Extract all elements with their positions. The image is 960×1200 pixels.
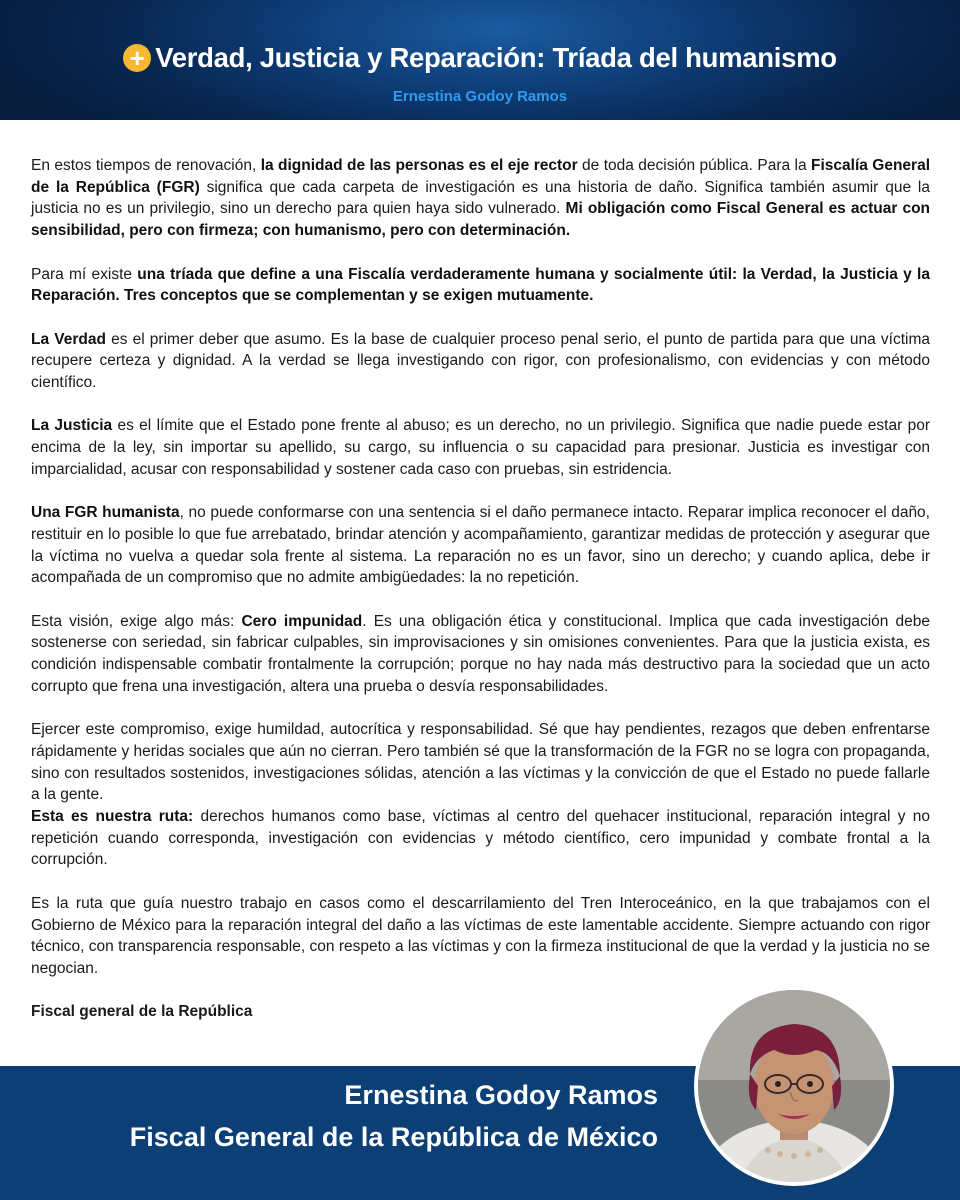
paragraph-verdad: La Verdad es el primer deber que asumo. Es la base de cualquier proceso penal serio, el punto de partida para que una víctima recupere certeza y dignidad. A la verdad se llega investigando con rigor, con profesionalismo, con evidencias y con método científico.: [31, 330, 931, 391]
paragraph-triad: Para mí existe una tríada que define a una Fiscalía verdaderamente humana y socialmente útil: la Verdad, la Justicia y la Reparación. Tres conceptos que se complementan y se exigen mutuamente.: [31, 265, 930, 305]
page-title: Verdad, Justicia y Reparación: Tríada del humanismo: [155, 42, 837, 73]
paragraph-tren: Es la ruta que guía nuestro trabajo en casos como el descarrilamiento del Tren Interoceánico, en la que trabajamos con el Gobierno de México para la reparación integral del daño a las víctimas de este lamentable accidente. Siempre actuando con rigor técnico, con transparencia responsable, con respeto a las víctimas y con la firmeza institucional de que la verdad y la justicia no se negocian.: [31, 894, 930, 977]
author-subtitle: Ernestina Godoy Ramos: [392, 88, 568, 105]
title-row: [0, 36, 960, 80]
article-body: [31, 155, 930, 1045]
paragraph-cero-impunidad: Esta visión, exige algo más: Cero impunidad. Es una obligación ética y constitucional. Implica que cada investigación debe sostenerse con seriedad, sin fabricar culpables, sin improvisaciones y sin omisiones convenientes. Para que la justicia exista, es condición indispensable combatir frontalmente la corrupción; porque no hay nada más destructivo para la sociedad que un acto corrupto que frena una investigación, altera una prueba o desvía responsabilidades.: [31, 612, 930, 695]
plus-circle-icon: +: [123, 44, 151, 72]
paragraph-intro: En estos tiempos de renovación, la dignidad de las personas es el eje rector de toda decisión pública. Para la Fiscalía General de la República (FGR) significa que cada carpeta de investigación es una historia de daño. Significa también asumir que la justicia no es un privilegio, sino un derecho para quien haya sido vulnerado. Mi obligación como Fiscal General es actuar con sensibilidad, pero con firmeza; con humanismo, pero con determinación.: [31, 157, 931, 240]
paragraph-reparacion: Una FGR humanista, no puede conformarse con una sentencia si el daño permanece intacto. Reparar implica reconocer el daño, restituir en lo posible lo que fue arrebatado, brindar atención y acompañamiento, garantizar medidas de protección y asegurar que la víctima no vuelva a quedar sola frente al sistema. La reparación no es un favor, sino un derecho; y cuando aplica, debe ir acompañada de un compromiso que no admite ambigüedades: la no repetición.: [31, 504, 930, 587]
footer-author-role: Fiscal General de la República de México: [129, 1122, 658, 1152]
header-banner: [0, 0, 960, 120]
portrait-photo: [694, 986, 894, 1186]
portrait-illustration: [698, 990, 890, 1182]
footer-author-name: Ernestina Godoy Ramos: [344, 1080, 658, 1110]
paragraph-compromiso: Ejercer este compromiso, exige humildad, autocrítica y responsabilidad. Sé que hay pendientes, rezagos que deben enfrentarse rápidamente y heridas sociales que aún no cierran. Pero también sé que la transformación de la FGR no se logra con propaganda, sino con resultados sostenidos, investigaciones sólidas, atención a las víctimas y la convicción de que el Estado no puede fallarle a la gente.: [31, 721, 930, 804]
paragraph-justicia: La Justicia es el límite que el Estado pone frente al abuso; es un derecho, no un privilegio. Significa que nadie puede estar por encima de la ley, sin importar su apellido, su cargo, su influencia o su capacidad para presionar. Justicia es investigar con imparcialidad, acusar con responsabilidad y sostener cada caso con pruebas, sin estridencia.: [31, 417, 930, 478]
paragraph-ruta: Esta es nuestra ruta: derechos humanos como base, víctimas al centro del quehacer institucional, reparación integral y no repetición cuando corresponda, investigación con evidencias y método científico, cero impunidad y combate frontal a la corrupción.: [31, 808, 930, 869]
closing-signature: Fiscal general de la República: [31, 1003, 253, 1021]
